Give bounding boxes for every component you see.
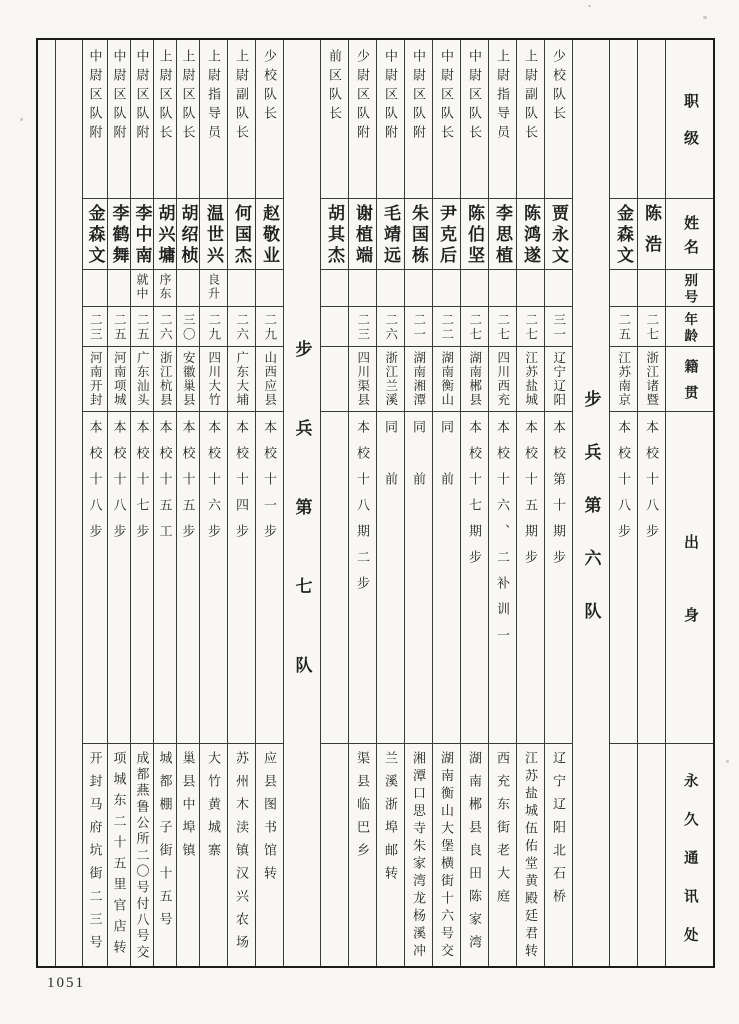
name-value: 朱国栋 bbox=[409, 204, 428, 267]
name-cell bbox=[256, 199, 283, 270]
background-value: 本校十七步 bbox=[134, 420, 150, 550]
background-cell bbox=[108, 412, 130, 744]
alias-cell bbox=[83, 270, 107, 307]
person-column-20 bbox=[83, 40, 108, 966]
rank-cell bbox=[177, 40, 199, 199]
alias-value: 良升 bbox=[206, 273, 221, 301]
rank-cell bbox=[610, 40, 637, 199]
origin-cell bbox=[131, 347, 153, 412]
name-value: 金森文 bbox=[85, 204, 105, 267]
address-value: 应县图书馆转 bbox=[262, 751, 277, 889]
name-cell bbox=[228, 199, 255, 270]
address-value: 渠县临巴乡 bbox=[355, 751, 370, 866]
address-cell bbox=[517, 744, 544, 970]
rank-cell bbox=[108, 40, 130, 199]
name-cell bbox=[433, 199, 460, 270]
background-value: 本校十八步 bbox=[111, 420, 127, 550]
name-value: 李思植 bbox=[493, 204, 512, 267]
origin-cell bbox=[405, 347, 432, 412]
scan-speck bbox=[588, 5, 591, 7]
age-cell bbox=[405, 307, 432, 347]
age-cell bbox=[177, 307, 199, 347]
age-cell bbox=[349, 307, 376, 347]
age-cell bbox=[433, 307, 460, 347]
address-value: 西充东街老大庭 bbox=[495, 751, 510, 912]
age-cell bbox=[545, 307, 572, 347]
alias-cell bbox=[461, 270, 488, 307]
age-cell bbox=[108, 307, 130, 347]
age-cell bbox=[321, 307, 348, 347]
origin-value: 安徽巢县 bbox=[181, 351, 196, 407]
background-cell bbox=[610, 412, 637, 744]
origin-value: 辽宁辽阳 bbox=[551, 351, 566, 407]
age-value: 二七 bbox=[467, 313, 482, 342]
rank-value: 中尉区队附 bbox=[111, 49, 127, 144]
person-column-15 bbox=[200, 40, 228, 966]
rank-value: 上尉副队长 bbox=[234, 49, 249, 144]
section-label: 步兵第六队 bbox=[581, 390, 601, 655]
address-cell bbox=[228, 744, 255, 970]
background-value: 本校十六、二补训一 bbox=[495, 420, 510, 654]
rank-cell bbox=[200, 40, 227, 199]
origin-cell bbox=[377, 347, 404, 412]
origin-cell bbox=[433, 347, 460, 412]
origin-value: 浙江兰溪 bbox=[383, 351, 398, 407]
rank-cell bbox=[461, 40, 488, 199]
age-cell bbox=[638, 307, 665, 347]
name-value: 毛靖远 bbox=[381, 204, 400, 267]
person-column-17 bbox=[154, 40, 177, 966]
address-value: 巢县中埠镇 bbox=[180, 751, 196, 866]
age-value: 三一 bbox=[551, 313, 566, 342]
name-cell bbox=[108, 199, 130, 270]
header-cell-alias bbox=[666, 270, 713, 307]
name-value: 陈鸿遂 bbox=[521, 204, 540, 267]
alias-cell bbox=[177, 270, 199, 307]
background-cell bbox=[349, 412, 376, 744]
alias-cell bbox=[377, 270, 404, 307]
age-cell bbox=[377, 307, 404, 347]
rank-value: 中尉区队长 bbox=[439, 49, 454, 144]
name-value: 李鹤舞 bbox=[109, 204, 129, 267]
background-cell bbox=[545, 412, 572, 744]
name-cell bbox=[545, 199, 572, 270]
person-column-1 bbox=[610, 40, 638, 966]
origin-cell bbox=[108, 347, 130, 412]
name-value: 胡绍桢 bbox=[178, 204, 198, 267]
origin-value: 山西应县 bbox=[262, 351, 277, 407]
address-cell bbox=[377, 744, 404, 970]
section-label: 步兵第七队 bbox=[292, 340, 312, 735]
age-value: 二六 bbox=[383, 313, 398, 342]
address-cell bbox=[405, 744, 432, 970]
name-cell bbox=[610, 199, 637, 270]
rank-value: 中尉区队长 bbox=[467, 49, 482, 144]
address-value: 湖南郴县良田陈家湾 bbox=[467, 751, 482, 958]
name-cell bbox=[377, 199, 404, 270]
scan-speck bbox=[703, 16, 707, 19]
origin-value: 浙江杭县 bbox=[158, 351, 173, 407]
name-value: 胡兴墉 bbox=[155, 204, 175, 267]
name-value: 尹克后 bbox=[437, 204, 456, 267]
address-value: 苏州木渎镇汉兴农场 bbox=[234, 751, 249, 958]
address-value: 辽宁辽阳北石桥 bbox=[551, 751, 566, 912]
age-cell bbox=[83, 307, 107, 347]
address-value: 江苏盐城伍佑堂黄殿廷君转 bbox=[523, 751, 538, 961]
background-cell bbox=[405, 412, 432, 744]
age-value: 二七 bbox=[644, 313, 659, 342]
name-cell bbox=[517, 199, 544, 270]
rank-cell bbox=[321, 40, 348, 199]
person-column-14 bbox=[228, 40, 256, 966]
name-cell bbox=[200, 199, 227, 270]
address-value: 城都棚子街十五号 bbox=[157, 751, 173, 935]
background-value: 本校十六步 bbox=[206, 420, 221, 550]
rank-value: 中尉区队附 bbox=[134, 49, 150, 144]
name-value: 何国杰 bbox=[232, 204, 251, 267]
origin-cell bbox=[228, 347, 255, 412]
roster-table bbox=[36, 38, 715, 968]
age-value: 二五 bbox=[112, 313, 127, 342]
origin-cell bbox=[177, 347, 199, 412]
header-label-rank: 职级 bbox=[682, 93, 698, 167]
origin-cell bbox=[638, 347, 665, 412]
origin-cell bbox=[610, 347, 637, 412]
origin-cell bbox=[154, 347, 176, 412]
alias-cell bbox=[154, 270, 176, 307]
person-column-11 bbox=[321, 40, 349, 966]
origin-cell bbox=[517, 347, 544, 412]
name-cell bbox=[461, 199, 488, 270]
name-cell bbox=[638, 199, 665, 270]
background-value: 本校十八期二步 bbox=[355, 420, 370, 602]
alias-cell bbox=[108, 270, 130, 307]
age-value: 二一 bbox=[411, 313, 426, 342]
section-column bbox=[284, 40, 321, 966]
name-cell bbox=[321, 199, 348, 270]
background-value: 本校十五工 bbox=[157, 420, 173, 550]
background-value: 本校第十期步 bbox=[551, 420, 566, 576]
age-cell bbox=[489, 307, 516, 347]
address-cell bbox=[154, 744, 176, 970]
age-value: 二九 bbox=[262, 313, 277, 342]
header-cell-background bbox=[666, 412, 713, 744]
scan-speck bbox=[20, 118, 23, 121]
origin-cell bbox=[83, 347, 107, 412]
address-cell bbox=[108, 744, 130, 970]
background-value: 本校十一步 bbox=[262, 420, 277, 550]
address-cell bbox=[177, 744, 199, 970]
age-value: 二三 bbox=[355, 313, 370, 342]
rank-cell bbox=[83, 40, 107, 199]
rank-value: 上尉副队长 bbox=[523, 49, 538, 144]
page-number: 1051 bbox=[47, 975, 85, 991]
address-value: 成都燕鲁公所二〇号付八号交 bbox=[134, 751, 150, 961]
name-value: 金森文 bbox=[614, 204, 633, 267]
person-column-3 bbox=[545, 40, 573, 966]
name-cell bbox=[177, 199, 199, 270]
origin-value: 四川大竹 bbox=[206, 351, 221, 407]
rank-cell bbox=[228, 40, 255, 199]
person-column-19 bbox=[108, 40, 131, 966]
origin-value: 广东汕头 bbox=[135, 351, 150, 407]
rank-cell bbox=[545, 40, 572, 199]
rank-cell bbox=[489, 40, 516, 199]
header-label-address: 永久通讯处 bbox=[681, 772, 698, 966]
alias-cell bbox=[638, 270, 665, 307]
origin-cell bbox=[200, 347, 227, 412]
age-value: 二五 bbox=[616, 313, 631, 342]
header-column bbox=[666, 40, 713, 966]
alias-cell bbox=[228, 270, 255, 307]
origin-value: 湖南衡山 bbox=[439, 351, 454, 407]
person-column-9 bbox=[377, 40, 405, 966]
name-value: 胡其杰 bbox=[325, 204, 344, 267]
header-label-background: 出身 bbox=[682, 533, 698, 680]
background-value: 同 前 bbox=[383, 420, 398, 498]
name-cell bbox=[489, 199, 516, 270]
address-cell bbox=[200, 744, 227, 970]
age-value: 二九 bbox=[206, 313, 221, 342]
name-value: 陈浩 bbox=[642, 204, 661, 266]
age-value: 二六 bbox=[234, 313, 249, 342]
background-value: 本校十四步 bbox=[234, 420, 249, 550]
address-value: 湖南衡山大堡横街十六号交 bbox=[439, 751, 454, 961]
person-column-7 bbox=[433, 40, 461, 966]
alias-cell bbox=[545, 270, 572, 307]
origin-value: 江苏盐城 bbox=[523, 351, 538, 407]
name-cell bbox=[405, 199, 432, 270]
age-cell bbox=[131, 307, 153, 347]
age-value: 二六 bbox=[158, 313, 173, 342]
address-value: 开封马府坑街二三号 bbox=[87, 751, 103, 958]
empty-column bbox=[56, 40, 83, 966]
origin-value: 湖南郴县 bbox=[467, 351, 482, 407]
person-column-8 bbox=[405, 40, 433, 966]
scan-speck bbox=[726, 760, 729, 763]
origin-value: 河南项城 bbox=[112, 351, 127, 407]
address-value: 兰溪浙埠邮转 bbox=[383, 751, 398, 889]
age-cell bbox=[228, 307, 255, 347]
background-cell bbox=[83, 412, 107, 744]
age-cell bbox=[610, 307, 637, 347]
origin-cell bbox=[545, 347, 572, 412]
name-value: 陈伯坚 bbox=[465, 204, 484, 267]
address-value: 大竹黄城寨 bbox=[206, 751, 221, 866]
header-label-origin: 籍贯 bbox=[682, 359, 698, 411]
background-cell bbox=[489, 412, 516, 744]
address-cell bbox=[545, 744, 572, 970]
background-cell bbox=[200, 412, 227, 744]
address-cell bbox=[349, 744, 376, 970]
alias-cell bbox=[610, 270, 637, 307]
address-cell bbox=[638, 744, 665, 970]
rank-value: 上尉指导员 bbox=[206, 49, 221, 144]
section-column bbox=[573, 40, 610, 966]
origin-value: 四川渠县 bbox=[355, 351, 370, 407]
name-value: 李中南 bbox=[132, 204, 152, 267]
alias-cell bbox=[489, 270, 516, 307]
name-cell bbox=[349, 199, 376, 270]
background-value: 本校十八步 bbox=[644, 420, 659, 550]
rank-value: 少校队长 bbox=[551, 49, 566, 125]
background-cell bbox=[377, 412, 404, 744]
address-cell bbox=[83, 744, 107, 970]
rank-cell bbox=[256, 40, 283, 199]
rank-value: 中尉区队附 bbox=[383, 49, 398, 144]
address-value: 湘潭口思寺朱家湾龙杨溪冲 bbox=[411, 751, 426, 961]
address-cell bbox=[610, 744, 637, 970]
rank-value: 前区队长 bbox=[327, 49, 342, 125]
rank-cell bbox=[433, 40, 460, 199]
rank-cell bbox=[405, 40, 432, 199]
name-cell bbox=[131, 199, 153, 270]
alias-cell bbox=[405, 270, 432, 307]
name-cell bbox=[83, 199, 107, 270]
alias-value: 序东 bbox=[158, 273, 172, 301]
person-column-4 bbox=[517, 40, 545, 966]
person-column-18 bbox=[131, 40, 154, 966]
name-value: 赵敬业 bbox=[260, 204, 279, 267]
rank-cell bbox=[154, 40, 176, 199]
rank-cell bbox=[638, 40, 665, 199]
origin-value: 江苏南京 bbox=[616, 351, 631, 407]
name-value: 谢植端 bbox=[353, 204, 372, 267]
age-value: 二七 bbox=[523, 313, 538, 342]
header-cell-name bbox=[666, 199, 713, 270]
age-value: 二七 bbox=[495, 313, 510, 342]
person-column-13 bbox=[256, 40, 284, 966]
person-column-16 bbox=[177, 40, 200, 966]
age-cell bbox=[154, 307, 176, 347]
address-cell bbox=[461, 744, 488, 970]
address-cell bbox=[321, 744, 348, 970]
rank-value: 上尉区队长 bbox=[180, 49, 196, 144]
alias-cell bbox=[433, 270, 460, 307]
rank-value: 少校队长 bbox=[262, 49, 277, 125]
background-value: 本校十七期步 bbox=[467, 420, 482, 576]
empty-column bbox=[38, 40, 56, 966]
name-cell bbox=[154, 199, 176, 270]
background-value: 同 前 bbox=[439, 420, 454, 498]
origin-value: 河南开封 bbox=[88, 351, 103, 407]
rank-cell bbox=[377, 40, 404, 199]
address-cell bbox=[489, 744, 516, 970]
rank-value: 少尉区队附 bbox=[355, 49, 370, 144]
rank-cell bbox=[517, 40, 544, 199]
age-value: 二三 bbox=[88, 313, 103, 342]
age-value: 二五 bbox=[135, 313, 150, 342]
header-label-alias: 别号 bbox=[682, 273, 698, 306]
background-value: 同 前 bbox=[411, 420, 426, 498]
header-cell-address bbox=[666, 744, 713, 970]
origin-value: 浙江诸暨 bbox=[644, 351, 659, 407]
name-value: 贾永文 bbox=[549, 204, 568, 267]
header-cell-age bbox=[666, 307, 713, 347]
alias-cell bbox=[517, 270, 544, 307]
background-value: 本校十八步 bbox=[616, 420, 631, 550]
alias-value: 就中 bbox=[135, 273, 149, 301]
age-value: 三〇 bbox=[181, 313, 196, 342]
origin-cell bbox=[321, 347, 348, 412]
person-column-0 bbox=[638, 40, 666, 966]
background-cell bbox=[177, 412, 199, 744]
header-cell-rank bbox=[666, 40, 713, 199]
age-cell bbox=[200, 307, 227, 347]
background-cell bbox=[131, 412, 153, 744]
origin-value: 四川西充 bbox=[495, 351, 510, 407]
rank-value: 中尉区队附 bbox=[87, 49, 103, 144]
section-cell bbox=[573, 40, 609, 966]
section-cell bbox=[284, 40, 320, 966]
alias-cell bbox=[131, 270, 153, 307]
header-label-age: 年龄 bbox=[682, 311, 698, 345]
background-cell bbox=[461, 412, 488, 744]
background-cell bbox=[256, 412, 283, 744]
background-cell bbox=[154, 412, 176, 744]
background-cell bbox=[433, 412, 460, 744]
address-value: 项城东二十五里官店转 bbox=[111, 751, 127, 961]
person-column-10 bbox=[349, 40, 377, 966]
age-cell bbox=[256, 307, 283, 347]
address-cell bbox=[256, 744, 283, 970]
header-label-name: 姓名 bbox=[682, 214, 698, 263]
age-cell bbox=[517, 307, 544, 347]
origin-value: 湖南湘潭 bbox=[411, 351, 426, 407]
alias-cell bbox=[200, 270, 227, 307]
rank-value: 上尉指导员 bbox=[495, 49, 510, 144]
rank-cell bbox=[349, 40, 376, 199]
background-cell bbox=[517, 412, 544, 744]
origin-value: 广东大埔 bbox=[234, 351, 249, 407]
background-value: 本校十五期步 bbox=[523, 420, 538, 576]
header-cell-origin bbox=[666, 347, 713, 412]
alias-cell bbox=[256, 270, 283, 307]
name-value: 温世兴 bbox=[204, 204, 223, 267]
alias-cell bbox=[349, 270, 376, 307]
origin-cell bbox=[461, 347, 488, 412]
origin-cell bbox=[489, 347, 516, 412]
age-value: 二二 bbox=[439, 313, 454, 342]
address-cell bbox=[131, 744, 153, 970]
background-cell bbox=[228, 412, 255, 744]
background-cell bbox=[321, 412, 348, 744]
rank-value: 上尉区队长 bbox=[157, 49, 173, 144]
background-cell bbox=[638, 412, 665, 744]
background-value: 本校十五步 bbox=[180, 420, 196, 550]
rank-cell bbox=[131, 40, 153, 199]
rank-value: 中尉区队附 bbox=[411, 49, 426, 144]
age-cell bbox=[461, 307, 488, 347]
origin-cell bbox=[256, 347, 283, 412]
person-column-5 bbox=[489, 40, 517, 966]
alias-cell bbox=[321, 270, 348, 307]
address-cell bbox=[433, 744, 460, 970]
person-column-6 bbox=[461, 40, 489, 966]
origin-cell bbox=[349, 347, 376, 412]
background-value: 本校十八步 bbox=[87, 420, 103, 550]
